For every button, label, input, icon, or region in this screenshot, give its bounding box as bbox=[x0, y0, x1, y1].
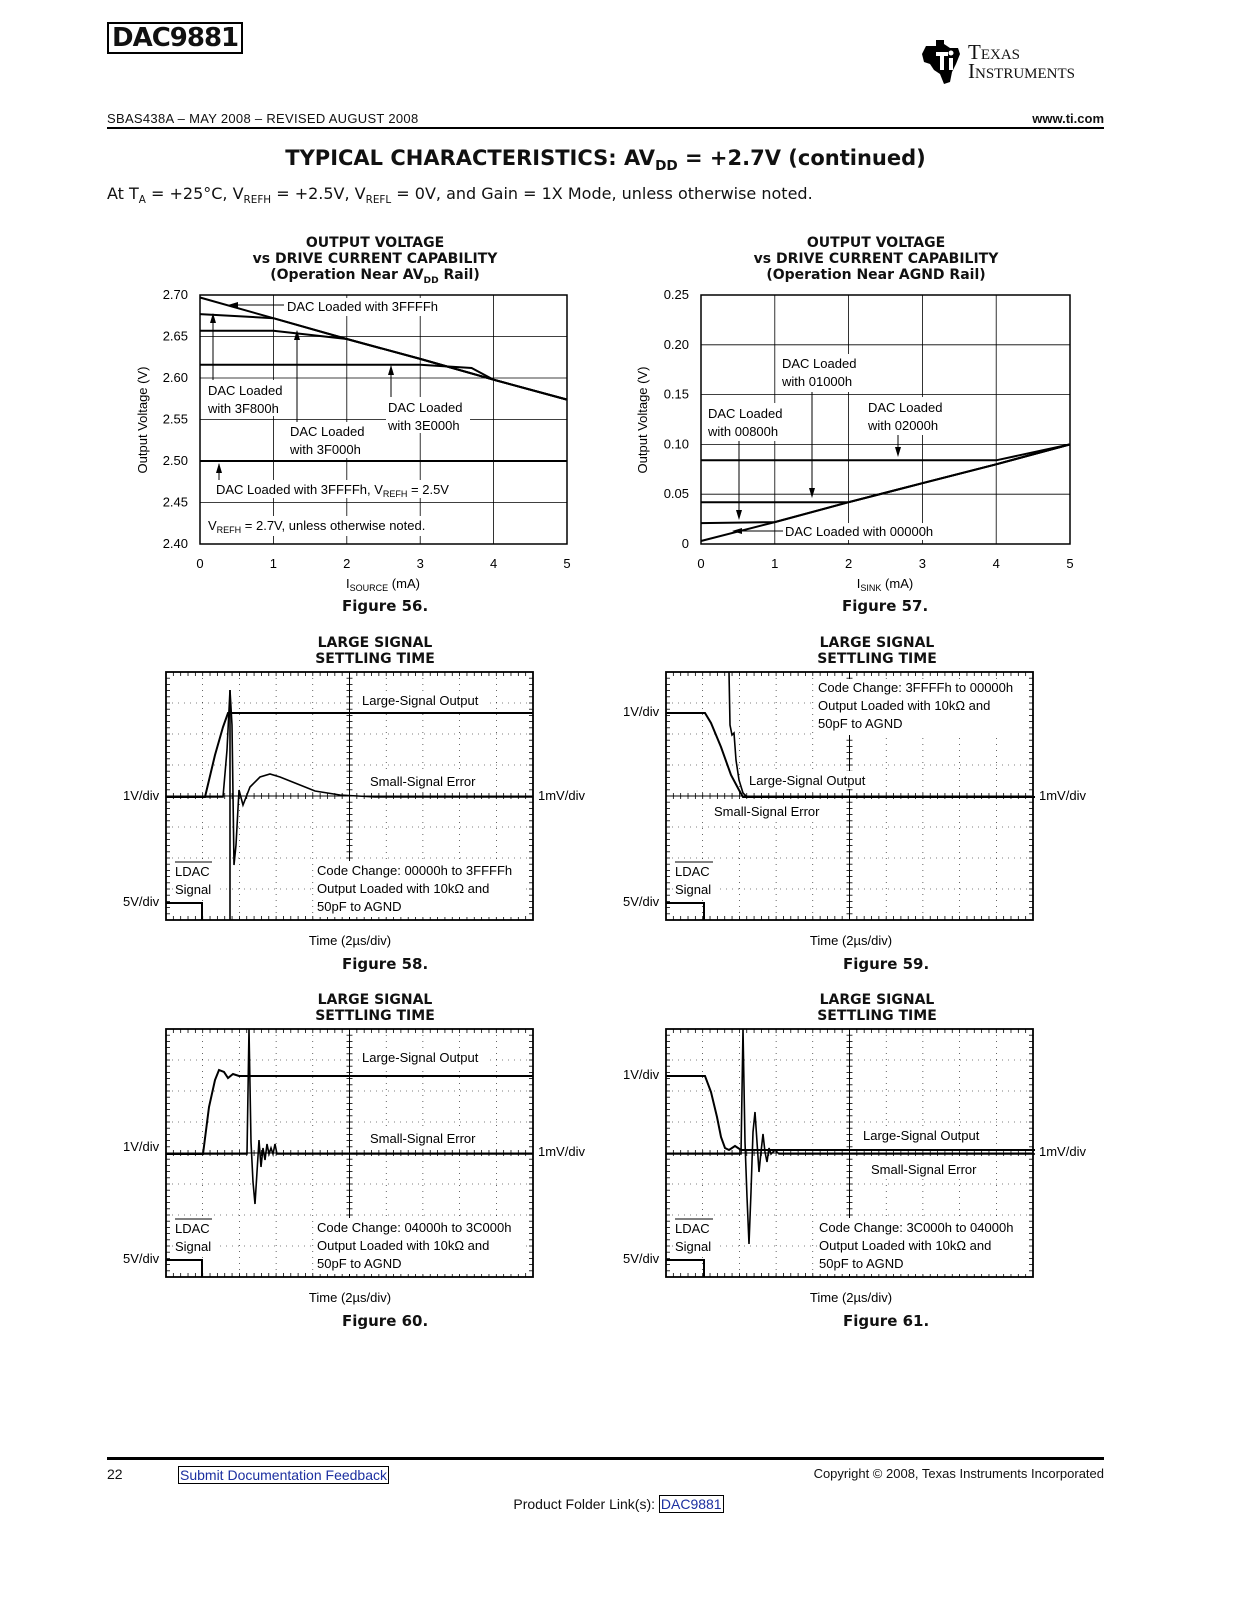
f56-ytick-label: 2.40 bbox=[162, 536, 188, 551]
fig58-code-label: 50pF to AGND bbox=[317, 899, 402, 914]
f57-series-2 bbox=[701, 444, 1070, 502]
fig56-xticks bbox=[196, 556, 570, 571]
fig61-xlabel: Time (2µs/div) bbox=[809, 1290, 893, 1305]
f57-ytick-label: 0 bbox=[681, 536, 689, 551]
f56-ytick-label: 2.65 bbox=[162, 328, 188, 344]
fig59-caption: Figure 59. bbox=[843, 955, 930, 973]
f57-ytick-label: 0.10 bbox=[663, 436, 689, 452]
fig61-scope bbox=[617, 1022, 1107, 1317]
fig58-xlabel: Time (2µs/div) bbox=[308, 933, 392, 948]
f57-ytick-label: 0.25 bbox=[663, 287, 689, 302]
f57-xtick-label: 0 bbox=[697, 556, 705, 571]
header-rule bbox=[107, 127, 1104, 129]
fig61-code-label: Code Change: 3C000h to 04000h bbox=[819, 1220, 1014, 1235]
fig58-left-top-scale: 1V/div bbox=[123, 788, 160, 803]
f57-xtick-label: 3 bbox=[918, 556, 927, 571]
f56-xtick-label: 2 bbox=[343, 556, 351, 571]
fig59-large-signal-label: Large-Signal Output bbox=[749, 773, 866, 788]
copyright: Copyright © 2008, Texas Instruments Incorporated bbox=[813, 1466, 1104, 1481]
f57-xtick-label: 1 bbox=[771, 556, 779, 571]
fig57-annotation: with 02000h bbox=[868, 418, 939, 433]
fig56-annotation: DAC Loaded bbox=[290, 424, 365, 439]
fig60-right-scale: 1mV/div bbox=[538, 1144, 585, 1159]
fig57-chart bbox=[620, 280, 1100, 600]
section-title: TYPICAL CHARACTERISTICS: $AV_{DD} = +2.7V$ (continued) bbox=[285, 146, 926, 175]
fig61-large-signal-label: Large-Signal Output bbox=[863, 1128, 980, 1143]
f56-xtick-label: 5 bbox=[563, 556, 571, 571]
part-number: DAC9881 bbox=[107, 22, 243, 54]
f57-xtick-label: 2 bbox=[844, 556, 853, 571]
fig61-ldac-label: LDAC bbox=[675, 1221, 710, 1236]
fig60-small-signal-label: Small-Signal Error bbox=[370, 1131, 476, 1146]
fig59-right-scale: 1mV/div bbox=[1039, 788, 1086, 803]
fig61-code-label: Output Loaded with 10kΩ and bbox=[819, 1238, 992, 1253]
fig58-ldac-trace bbox=[166, 903, 202, 920]
fig60-code-label: Code Change: 04000h to 3C000h bbox=[317, 1220, 512, 1235]
f56-ytick-label: 2.55 bbox=[162, 411, 188, 427]
fig57-yticks bbox=[664, 287, 689, 551]
fig57-annotation: DAC Loaded bbox=[868, 400, 943, 415]
document-reference: SBAS438A – MAY 2008 – REVISED AUGUST 2008 bbox=[107, 111, 419, 126]
product-folder-link[interactable]: DAC9881 bbox=[660, 1496, 722, 1512]
fig58-signal-label: Signal bbox=[175, 882, 212, 897]
website-link[interactable]: www.ti.com bbox=[1032, 111, 1104, 126]
fig60-ldac-trace bbox=[166, 1260, 202, 1277]
fig57-annotation: DAC Loaded with 00000h bbox=[785, 524, 934, 539]
fig60-code-label: Output Loaded with 10kΩ and bbox=[317, 1238, 490, 1253]
f57-series-3 bbox=[701, 444, 1070, 460]
f56-ytick-label: 2.60 bbox=[162, 370, 188, 385]
fig61-code-label: 50pF to AGND bbox=[819, 1256, 904, 1271]
fig60-large-signal-label: Large-Signal Output bbox=[362, 1050, 479, 1065]
fig57-caption: Figure 57. bbox=[842, 597, 929, 615]
fig59-ldac-label: LDAC bbox=[675, 864, 710, 879]
fig58-caption: Figure 58. bbox=[342, 955, 429, 973]
ti-logo-text: Texas Instruments bbox=[968, 40, 1076, 83]
fig57-xticks bbox=[697, 556, 1073, 571]
product-folder: Product Folder Link(s): DAC9881 bbox=[513, 1496, 722, 1512]
fig58-right-scale: 1mV/div bbox=[538, 788, 585, 803]
fig59-small-signal-label: Small-Signal Error bbox=[714, 804, 820, 819]
f56-ytick-label: 2.70 bbox=[162, 287, 188, 302]
fig58-left-bottom-scale: 5V/div bbox=[123, 894, 160, 909]
fig56-chart bbox=[120, 280, 600, 600]
fig59-left-bottom-scale: 5V/div bbox=[623, 894, 660, 909]
fig60-left-top-scale: 1V/div bbox=[123, 1139, 160, 1154]
fig60-ldac-label: LDAC bbox=[175, 1221, 210, 1236]
fig58-ldac-label: LDAC bbox=[175, 864, 210, 879]
fig61-small-signal-label: Small-Signal Error bbox=[871, 1162, 977, 1177]
fig61-left-top-scale: 1V/div bbox=[623, 1067, 660, 1082]
fig59-xlabel: Time (2µs/div) bbox=[809, 933, 893, 948]
fig57-annotation: DAC Loaded bbox=[782, 356, 857, 371]
fig56-xlabel: $I_{SOURCE}$ (mA) bbox=[346, 576, 420, 593]
fig61-right-scale: 1mV/div bbox=[1039, 1144, 1086, 1159]
fig56-annotation: $V_{REFH} = 2.7V$, unless otherwise noted. bbox=[208, 518, 426, 535]
fig59-code-label: 50pF to AGND bbox=[818, 716, 903, 731]
fig57-annotation: with 01000h bbox=[782, 374, 853, 389]
fig60-scope bbox=[115, 1022, 605, 1317]
fig59-left-top-scale: 1V/div bbox=[623, 704, 660, 719]
f57-ytick-label: 0.05 bbox=[663, 486, 689, 502]
fig60-left-bottom-scale: 5V/div bbox=[123, 1251, 160, 1266]
feedback-link[interactable]: Submit Documentation Feedback bbox=[180, 1467, 387, 1483]
f57-ytick-label: 0.20 bbox=[663, 336, 689, 352]
fig59-scope bbox=[617, 665, 1107, 960]
fig56-annotation: with 3F000h bbox=[290, 442, 361, 457]
fig58-scope bbox=[115, 665, 605, 960]
fig56-annotation: with 3F800h bbox=[208, 401, 279, 416]
fig56-ylabel: Output Voltage (V) bbox=[135, 366, 150, 474]
fig56-annotation: DAC Loaded with 3FFFFh, $V_{REFH} = 2.5V$ bbox=[216, 482, 449, 499]
f56-ytick-label: 2.45 bbox=[162, 494, 188, 510]
fig56-title: OUTPUT VOLTAGE vs DRIVE CURRENT CAPABILITY (Operation Near $AV_{DD}$ Rail) bbox=[252, 235, 498, 286]
f57-xtick-label: 4 bbox=[992, 556, 1000, 571]
fig60-title: LARGE SIGNAL SETTLING TIME bbox=[315, 992, 435, 1024]
fig58-code-label: Output Loaded with 10kΩ and bbox=[317, 881, 490, 896]
f56-xtick-label: 1 bbox=[269, 556, 278, 571]
fig61-caption: Figure 61. bbox=[843, 1312, 930, 1330]
fig59-code-label: Code Change: 3FFFFh to 00000h bbox=[818, 680, 1014, 695]
fig60-xlabel: Time (2µs/div) bbox=[308, 1290, 392, 1305]
test-conditions: At $T_A = +25^\circ C$, $V_{REFH} = +2.5V$, $V_{REFL} = 0V$, and Gain = 1X Mode, unless otherwise noted. bbox=[107, 184, 813, 207]
fig57-ylabel: Output Voltage (V) bbox=[635, 366, 650, 474]
fig56-annotation: DAC Loaded with 3FFFFh bbox=[287, 299, 439, 314]
f57-ytick-label: 0.15 bbox=[663, 386, 689, 402]
f56-xtick-label: 3 bbox=[416, 556, 424, 571]
fig60-caption: Figure 60. bbox=[342, 1312, 429, 1330]
footer-rule bbox=[107, 1457, 1104, 1460]
fig58-small-signal-label: Small-Signal Error bbox=[370, 774, 476, 789]
fig61-signal-label: Signal bbox=[675, 1239, 712, 1254]
fig56-grid bbox=[200, 295, 567, 544]
fig57-annotation: DAC Loaded bbox=[708, 406, 783, 421]
f57-xtick-label: 5 bbox=[1066, 556, 1074, 571]
fig59-code-label: Output Loaded with 10kΩ and bbox=[818, 698, 991, 713]
f56-ytick-label: 2.50 bbox=[162, 453, 188, 468]
fig60-code-label: 50pF to AGND bbox=[317, 1256, 402, 1271]
fig56-yticks bbox=[163, 287, 188, 551]
fig58-title: LARGE SIGNAL SETTLING TIME bbox=[315, 635, 435, 667]
fig56-caption: Figure 56. bbox=[342, 597, 429, 615]
fig56-lines bbox=[200, 298, 567, 462]
fig58-code-label: Code Change: 00000h to 3FFFFh bbox=[317, 863, 513, 878]
fig58-large-signal-label: Large-Signal Output bbox=[362, 693, 479, 708]
fig56-annotation: DAC Loaded bbox=[388, 400, 463, 415]
fig57-title: OUTPUT VOLTAGE vs DRIVE CURRENT CAPABILITY (Operation Near AGND Rail) bbox=[753, 235, 999, 283]
fig57-xlabel: $I_{SINK}$ (mA) bbox=[856, 576, 914, 593]
fig61-title: LARGE SIGNAL SETTLING TIME bbox=[817, 992, 937, 1024]
fig61-ldac-trace bbox=[666, 1260, 704, 1277]
fig59-ldac-trace bbox=[666, 903, 704, 920]
fig60-signal-label: Signal bbox=[175, 1239, 212, 1254]
fig56-annotation: DAC Loaded bbox=[208, 383, 283, 398]
fig61-left-bottom-scale: 5V/div bbox=[623, 1251, 660, 1266]
fig57-annotation: with 00800h bbox=[708, 424, 779, 439]
fig59-title: LARGE SIGNAL SETTLING TIME bbox=[817, 635, 937, 667]
page-number: 22 bbox=[107, 1466, 123, 1482]
fig56-annotation: with 3E000h bbox=[388, 418, 460, 433]
f56-xtick-label: 4 bbox=[489, 556, 498, 571]
f56-xtick-label: 0 bbox=[196, 556, 204, 571]
fig59-signal-label: Signal bbox=[675, 882, 712, 897]
